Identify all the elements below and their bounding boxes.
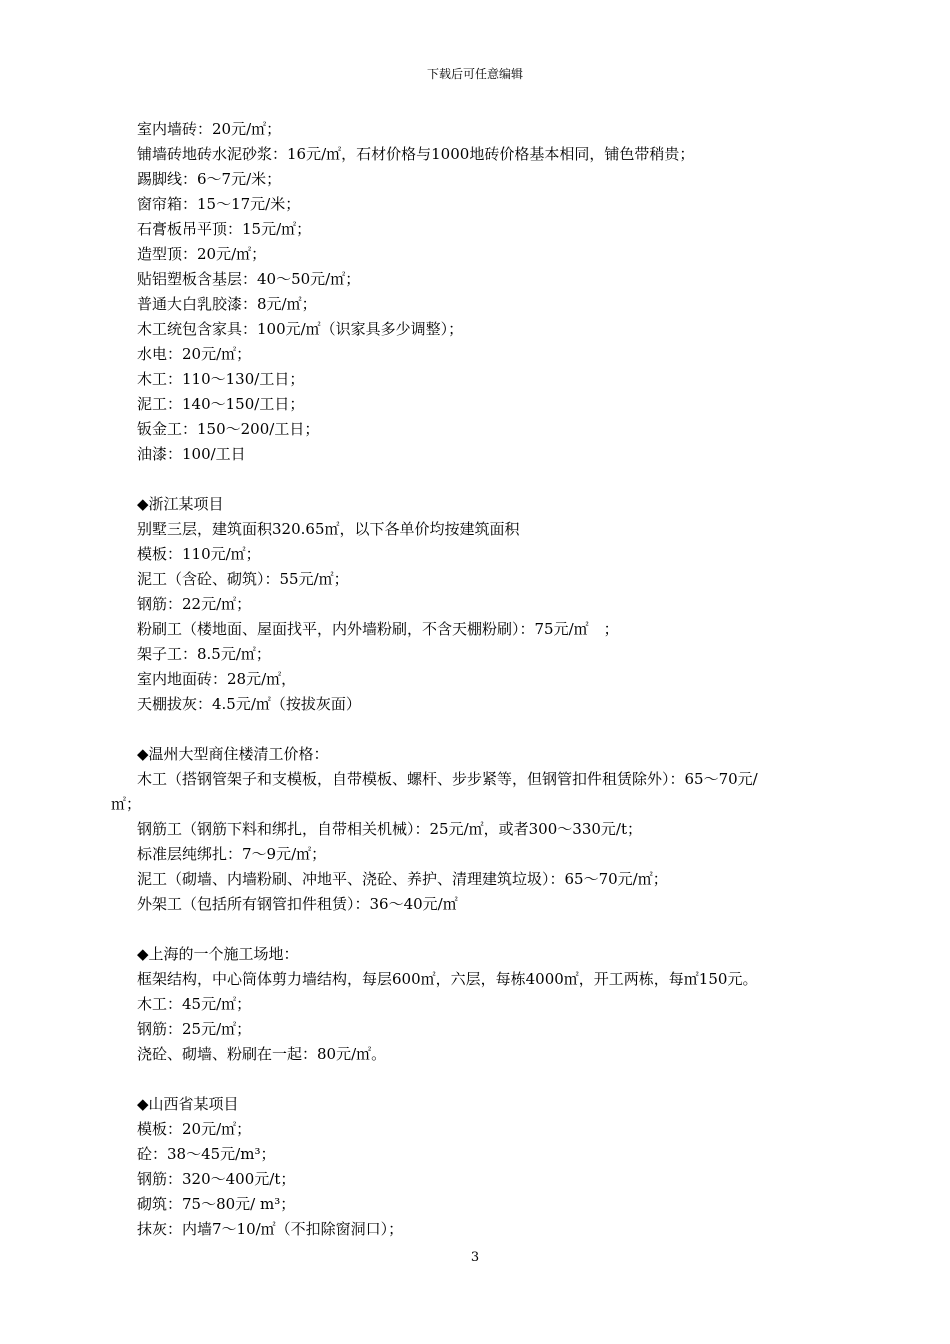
text-line: 砼：38～45元/m³； bbox=[137, 1145, 276, 1163]
text-line: 木工（搭钢管架子和支模板，自带模板、螺杆、步步紧等，但钢管扣件租赁除外）：65～70元/ bbox=[137, 770, 758, 788]
section-shanxi bbox=[137, 1092, 849, 1242]
document-body bbox=[111, 117, 849, 1242]
section-title: ◆温州大型商住楼清工价格： bbox=[137, 745, 329, 763]
text-line: 踢脚线：6～7元/米； bbox=[137, 170, 282, 188]
text-line: 钢筋：320～400元/t； bbox=[137, 1170, 296, 1188]
text-line: 铺墙砖地砖水泥砂浆：16元/㎡，石材价格与1000地砖价格基本相同，铺色带稍贵； bbox=[137, 145, 695, 163]
section-title: ◆山西省某项目 bbox=[137, 1095, 239, 1113]
text-line: 木工：45元/㎡； bbox=[137, 995, 252, 1013]
section-title: ◆浙江某项目 bbox=[137, 495, 224, 513]
paragraph-gap bbox=[137, 467, 849, 492]
page-header: 下载后可任意编辑 bbox=[426, 67, 523, 81]
text-line: 框架结构，中心筒体剪力墙结构，每层600㎡，六层，每栋4000㎡，开工两栋，每㎡150元。 bbox=[137, 970, 758, 988]
text-line: 室内墙砖：20元/㎡； bbox=[137, 120, 282, 138]
section-wenzhou bbox=[111, 742, 849, 917]
text-line: 钣金工：150～200/工日； bbox=[137, 420, 320, 438]
text-line: 模板：110元/㎡； bbox=[137, 545, 261, 563]
text-line: 水电：20元/㎡； bbox=[137, 345, 252, 363]
text-line: 石膏板吊平顶：15元/㎡； bbox=[137, 220, 312, 238]
page-number: 3 bbox=[470, 1250, 480, 1265]
paragraph-gap bbox=[137, 917, 849, 942]
text-line-continuation: ㎡； bbox=[111, 795, 142, 813]
text-line: 泥工（砌墙、内墙粉刷、冲地平、浇砼、养护、清理建筑垃圾）：65～70元/㎡； bbox=[137, 870, 668, 888]
text-line: 浇砼、砌墙、粉刷在一起：80元/㎡。 bbox=[137, 1045, 387, 1063]
text-line: 油漆：100/工日 bbox=[137, 445, 246, 463]
text-line: 窗帘箱：15～17元/米； bbox=[137, 195, 301, 213]
text-line: 外架工（包括所有钢管扣件租赁）：36～40元/㎡ bbox=[137, 895, 458, 913]
paragraph-gap bbox=[137, 1067, 849, 1092]
text-line: 泥工：140～150/工日； bbox=[137, 395, 305, 413]
text-line: 室内地面砖：28元/㎡， bbox=[137, 670, 297, 688]
text-line: 粉刷工（楼地面、屋面找平，内外墙粉刷，不含天棚粉刷）：75元/㎡ ； bbox=[137, 620, 619, 638]
text-line: 泥工（含砼、砌筑）：55元/㎡； bbox=[137, 570, 349, 588]
text-line: 架子工：8.5元/㎡； bbox=[137, 645, 271, 663]
section-shanghai bbox=[137, 942, 849, 1067]
text-line: 木工：110～130/工日； bbox=[137, 370, 305, 388]
text-line: 标准层纯绑扎：7～9元/㎡； bbox=[137, 845, 327, 863]
text-line: 抹灰：内墙7～10/㎡（不扣除窗洞口）； bbox=[137, 1220, 404, 1238]
text-line: 钢筋：22元/㎡； bbox=[137, 595, 252, 613]
text-line: 别墅三层，建筑面积320.65㎡，以下各单价均按建筑面积 bbox=[137, 520, 520, 538]
paragraph-gap bbox=[137, 717, 849, 742]
text-line: 砌筑：75～80元/ m³； bbox=[137, 1195, 296, 1213]
text-line: 造型顶：20元/㎡； bbox=[137, 245, 267, 263]
text-line: 钢筋工（钢筋下料和绑扎，自带相关机械）：25元/㎡，或者300～330元/t； bbox=[137, 820, 642, 838]
text-line: 天棚拔灰：4.5元/㎡（按拔灰面） bbox=[137, 695, 361, 713]
section-title: ◆上海的一个施工场地： bbox=[137, 945, 299, 963]
section-rates bbox=[137, 117, 849, 467]
text-line: 木工统包含家具：100元/㎡（识家具多少调整）； bbox=[137, 320, 464, 338]
text-line: 普通大白乳胶漆：8元/㎡； bbox=[137, 295, 317, 313]
section-zhejiang bbox=[137, 492, 849, 717]
text-line: 贴铝塑板含基层：40～50元/㎡； bbox=[137, 270, 361, 288]
text-line: 钢筋：25元/㎡； bbox=[137, 1020, 252, 1038]
text-line: 模板：20元/㎡； bbox=[137, 1120, 252, 1138]
